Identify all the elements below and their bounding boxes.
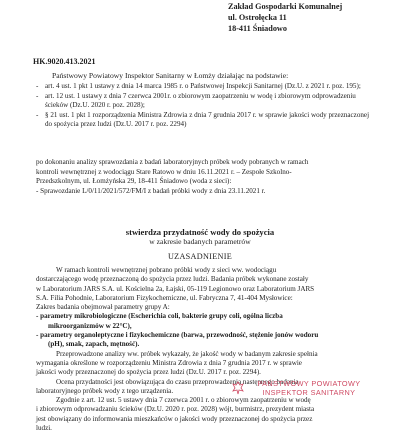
analysis-paragraph xyxy=(36,158,382,196)
recipient-city: 18-411 Śniadowo xyxy=(228,24,287,33)
organoleptic-params: - parametry organoleptyczne i fizykochemiczne (barwa, przewodność, stężenie jonów wodoru xyxy=(36,331,319,340)
analysis-line: po dokonaniu analizy sprawozdania z badań laboratoryjnych próbek wody pobranych w ramach xyxy=(36,158,309,166)
justification-line: wymagania określone w rozporządzeniu Ministra Zdrowia z dnia 7 grudnia 2017 r. w sprawie xyxy=(36,358,302,367)
microbiological-params: - parametry mikrobiologiczne (Escherichia coli, bakterie grupy coli, ogólna liczba xyxy=(36,312,283,321)
justification-line: laboratoryjnego próbek wody z tego urządzenia. xyxy=(36,386,174,395)
legal-basis-text: art. 4 ust. 1 pkt 1 ustawy z dnia 14 marca 1985 r. o Państwowej Inspekcji Sanitarnej (Dz.U. z 2021 r. poz. 195); xyxy=(45,82,361,90)
legal-basis-item xyxy=(36,111,376,130)
organoleptic-params-cont: (pH), smak, zapach, mętność). xyxy=(48,340,140,349)
justification-line: jest obowiązany do informowania mieszkańców o jakości wody przeznaczonej do spożycia przez xyxy=(36,414,313,423)
justification-line: Zakres badania obejmował parametry grupy A: xyxy=(36,303,170,312)
justification-line: S.A. Filia Pohodnie, Laboratorium Fizykochemiczne, ul. Fabryczna 7, 41-404 Mysłowice: xyxy=(36,293,293,302)
inspector-stamp xyxy=(244,379,374,398)
recipient-street: ul. Ostrołęcka 11 xyxy=(228,13,287,22)
analysis-line: kontroli wewnętrznej z wodociągu Stare Ratowo w dniu 16.11.2021 r. – Zespołe Szkolno- xyxy=(36,167,292,176)
justification-line: i zbiorowym odprowadzaniu ścieków (Dz.U. 2020 r. poz. 2028) wójt, burmistrz, prezydent miasta xyxy=(36,405,315,414)
legal-basis-list xyxy=(36,82,376,130)
eagle-emblem-icon xyxy=(232,381,244,395)
reference-number: HK.9020.413.2021 xyxy=(33,57,96,66)
legal-basis-text: § 21 ust. 1 pkt 1 rozporządzenia Ministra Zdrowia z dnia 7 grudnia 2017 r. w sprawie jakości wody przeznaczonej do spożycia przez ludzi (Dz.U. 2017 r. poz. 2294) xyxy=(45,110,370,129)
justification-line: jakości wody przeznaczonej do spożycia przez ludzi (Dz.U. 2017 r. poz. 2294). xyxy=(36,368,261,377)
justification-line: dostarczającego wodę przeznaczoną do spożycia przez ludzi. Badania próbek wykonane zostały xyxy=(36,275,309,284)
recipient-name: Zakład Gospodarki Komunalnej xyxy=(228,2,343,11)
list-marker: - xyxy=(36,82,39,90)
justification-heading: UZASADNIENIE xyxy=(167,252,233,261)
intro-text: Państwowy Powiatowy Inspektor Sanitarny w Łomży działając na podstawie: xyxy=(52,71,289,80)
list-marker: - xyxy=(36,91,39,100)
justification-line: Ocena przydatności jest obowiązująca do czasu przeprowadzenia następnego badania xyxy=(56,377,299,386)
decision-subtitle: w zakresie badanych parametrów xyxy=(149,237,251,246)
stamp-line: PAŃSTWOWY POWIATOWY xyxy=(257,379,361,388)
report-reference: - Sprawozdanie L/0/11/2021/572/FM/I z badań próbki wody z dnia 23.11.2021 r. xyxy=(36,186,266,195)
stamp-line: INSPEKTOR SANITARNY xyxy=(262,388,356,397)
justification-line: W ramach kontroli wewnętrznej pobrano próbki wody z sieci ww. wodociągu xyxy=(56,266,277,274)
legal-basis-text: art. 12 ust. 1 ustawy z dnia 7 czerwca 2001r. o zbiorowym zaopatrzeniu w wodę i zbiorowym odprowadzeniu ścieków (Dz.U. 2020 r. poz. 2028); xyxy=(45,91,356,110)
list-marker: - xyxy=(36,110,39,119)
justification-line: ludzi. xyxy=(36,424,52,433)
legal-basis-item xyxy=(36,92,376,111)
recipient-address xyxy=(228,1,342,34)
justification-line: Zgodnie z art. 12 ust. 5 ustawy dnia 7 czerwca 2001 r. o zbiorowym zaopatrzeniu w wodę xyxy=(56,396,311,405)
decision-title: stwierdza przydatność wody do spożycia xyxy=(125,227,275,237)
microbiological-params-cont: mikroorganizmów w 22°C), xyxy=(48,321,132,330)
analysis-line: Przedszkolnym, ul. Łomżyńska 29, 18-411 Śniadowo (woda z sieci): xyxy=(36,177,232,186)
justification-body xyxy=(36,266,382,433)
justification-line: w Laboratorium JARS S.A. ul. Kościelna 2a, Łajski, 05-119 Legionowo oraz Laboratorium JARS xyxy=(36,284,315,293)
legal-basis-item xyxy=(36,82,376,92)
justification-line: Przeprowadzone analizy ww. próbek wykazały, że jakość wody w badanym zakresie spełnia xyxy=(56,349,318,358)
